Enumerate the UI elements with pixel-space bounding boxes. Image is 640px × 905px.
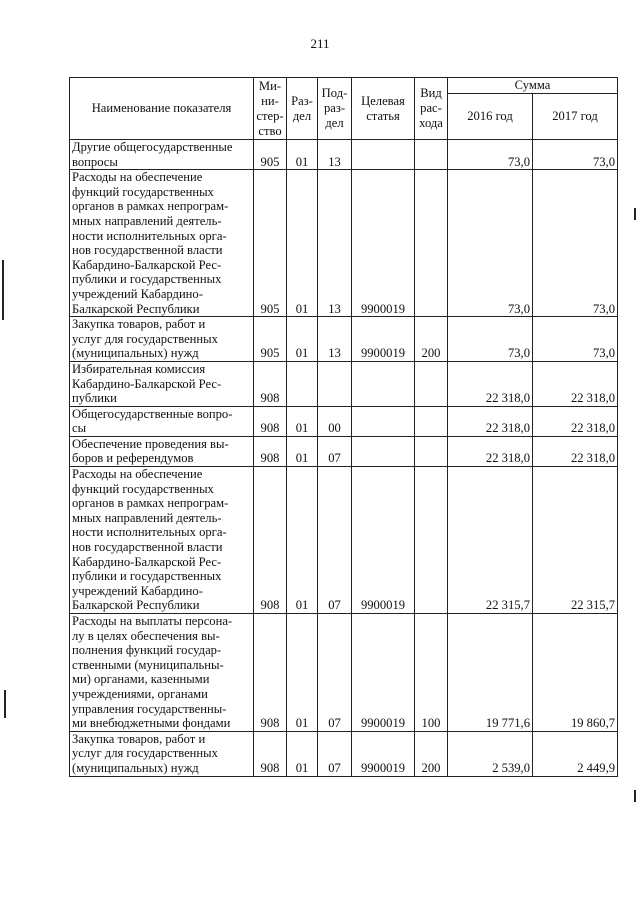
scan-mark-right-1 [634,208,636,220]
cell-2017: 73,0 [533,170,618,317]
header-subsection: Под- раз- дел [318,78,352,140]
cell-2017: 22 318,0 [533,361,618,406]
cell-2017: 73,0 [533,140,618,170]
cell-name: Расходы на выплаты персона- лу в целях обеспечения вы- полнения функций государ- ственными (муниципальны- ми) органами, казенными учреждениями, органами управления государственны- ми внебюджетными фондами [70,614,254,732]
cell-2017: 22 318,0 [533,406,618,436]
header-target: Целевая статья [352,78,415,140]
cell-section [287,361,318,406]
table-row [70,467,618,614]
table-row [70,170,618,317]
cell-expense-type: 200 [415,731,448,776]
cell-2016: 22 315,7 [448,467,533,614]
header-name: Наименование показателя [70,78,254,140]
cell-target: 9900019 [352,731,415,776]
cell-section: 01 [287,731,318,776]
cell-2016: 2 539,0 [448,731,533,776]
cell-ministry: 905 [254,140,287,170]
cell-ministry: 905 [254,170,287,317]
table-row [70,317,618,362]
cell-section: 01 [287,140,318,170]
cell-ministry: 905 [254,317,287,362]
cell-expense-type: 100 [415,614,448,732]
cell-subsection: 13 [318,140,352,170]
scan-mark-left-2 [4,690,6,718]
cell-2016: 73,0 [448,170,533,317]
cell-section: 01 [287,614,318,732]
cell-expense-type [415,436,448,466]
table-row [70,731,618,776]
table-row [70,361,618,406]
cell-target [352,361,415,406]
cell-target: 9900019 [352,614,415,732]
cell-2016: 19 771,6 [448,614,533,732]
cell-name: Другие общегосударственные вопросы [70,140,254,170]
budget-table [69,77,618,777]
cell-2016: 73,0 [448,140,533,170]
cell-subsection: 07 [318,731,352,776]
cell-2017: 2 449,9 [533,731,618,776]
cell-subsection: 00 [318,406,352,436]
cell-section: 01 [287,170,318,317]
header-expense-type: Вид рас- хода [415,78,448,140]
cell-target [352,436,415,466]
cell-expense-type: 200 [415,317,448,362]
cell-target [352,140,415,170]
page-number: 211 [310,36,330,51]
cell-name: Избирательная комиссия Кабардино-Балкарской Рес- публики [70,361,254,406]
cell-expense-type [415,467,448,614]
cell-expense-type [415,170,448,317]
cell-target [352,406,415,436]
cell-subsection: 07 [318,467,352,614]
cell-target: 9900019 [352,317,415,362]
header-sum: Сумма [448,78,618,94]
cell-ministry: 908 [254,467,287,614]
cell-target: 9900019 [352,467,415,614]
cell-2017: 73,0 [533,317,618,362]
cell-subsection: 07 [318,614,352,732]
cell-2016: 22 318,0 [448,436,533,466]
scan-mark-left-1 [2,260,4,320]
cell-expense-type [415,406,448,436]
header-year-2017: 2017 год [533,94,618,140]
cell-expense-type [415,361,448,406]
header-ministry: Ми- ни- стер- ство [254,78,287,140]
cell-2017: 22 318,0 [533,436,618,466]
table-row [70,406,618,436]
cell-name: Обеспечение проведения вы- боров и референдумов [70,436,254,466]
cell-name: Закупка товаров, работ и услуг для государственных (муниципальных) нужд [70,317,254,362]
table-row [70,436,618,466]
header-section: Раз- дел [287,78,318,140]
cell-name: Расходы на обеспечение функций государственных органов в рамках непрограм- мных направлений деятель- ности исполнительных орга- нов государственной власти Кабардино-Балкарской Рес- публики и государственных учреждений Кабардино- Балкарской Республики [70,170,254,317]
cell-target: 9900019 [352,170,415,317]
table-row [70,614,618,732]
cell-section: 01 [287,436,318,466]
cell-name: Расходы на обеспечение функций государственных органов в рамках непрограм- мных направлений деятель- ности исполнительных орга- нов государственной власти Кабардино-Балкарской Рес- публики и государственных учреждений Кабардино- Балкарской Республики [70,467,254,614]
cell-name: Закупка товаров, работ и услуг для государственных (муниципальных) нужд [70,731,254,776]
cell-expense-type [415,140,448,170]
cell-2017: 22 315,7 [533,467,618,614]
table-row [70,140,618,170]
table-body [70,140,618,777]
cell-section: 01 [287,317,318,362]
scan-mark-right-2 [634,790,636,802]
cell-name: Общегосударственные вопро- сы [70,406,254,436]
cell-ministry: 908 [254,406,287,436]
cell-subsection: 13 [318,170,352,317]
cell-ministry: 908 [254,361,287,406]
cell-subsection: 13 [318,317,352,362]
cell-ministry: 908 [254,436,287,466]
cell-subsection: 07 [318,436,352,466]
cell-2016: 22 318,0 [448,361,533,406]
cell-subsection [318,361,352,406]
cell-2016: 22 318,0 [448,406,533,436]
cell-section: 01 [287,467,318,614]
cell-2016: 73,0 [448,317,533,362]
cell-2017: 19 860,7 [533,614,618,732]
cell-ministry: 908 [254,614,287,732]
header-year-2016: 2016 год [448,94,533,140]
cell-ministry: 908 [254,731,287,776]
cell-section: 01 [287,406,318,436]
